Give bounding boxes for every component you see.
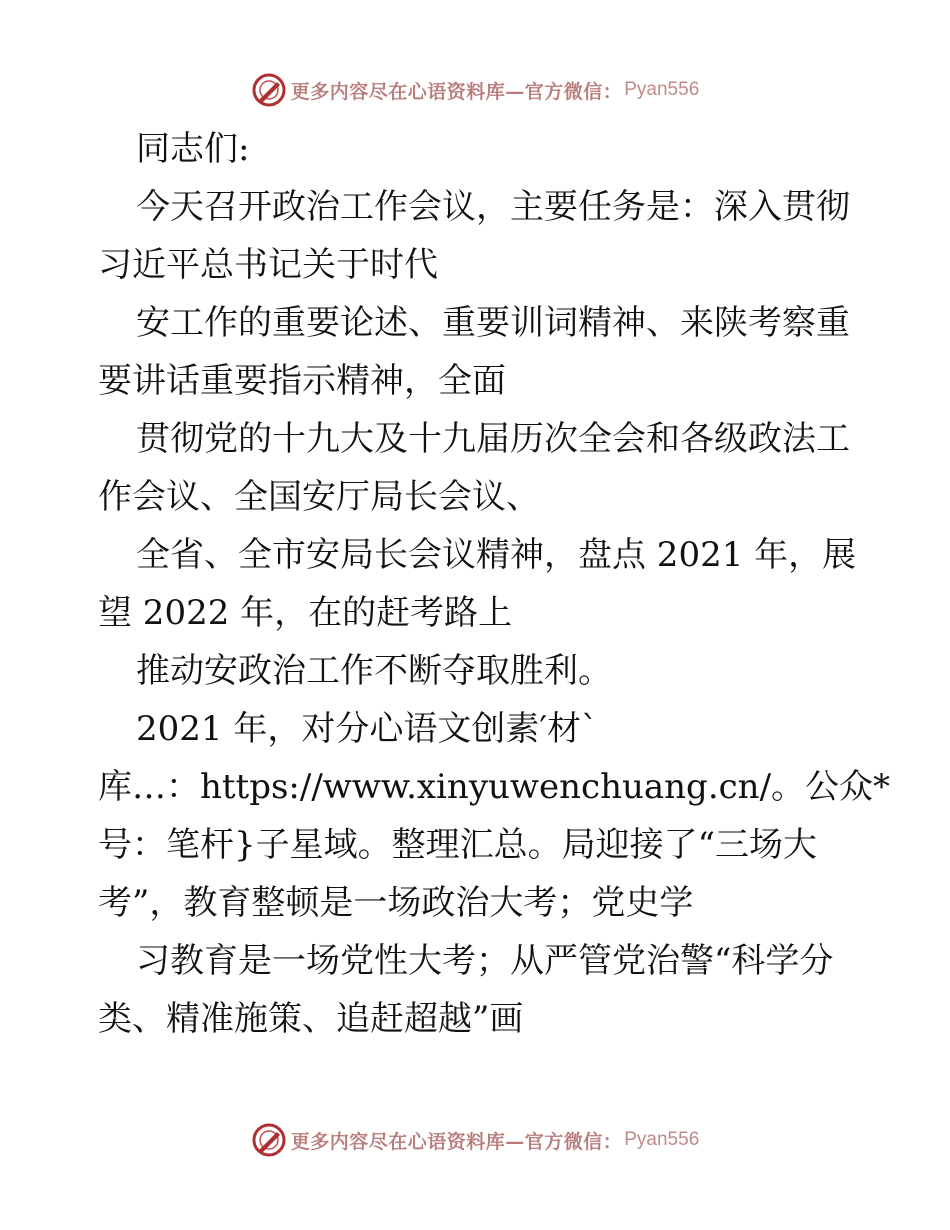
- watermark-wechat-id: Pyan556: [624, 1129, 700, 1150]
- text-line: 贯彻党的十九大及十九届历次全会和各级政法工: [136, 419, 850, 459]
- header-watermark: [0, 70, 950, 110]
- text-line: 安工作的重要论述、重要训词精神、来陕考察重: [136, 303, 850, 343]
- footer-watermark: [0, 1120, 950, 1160]
- text-line: 望 2022 年，在的赶考路上: [98, 593, 513, 633]
- text-line: 今天召开政治工作会议，主要任务是：深入贯彻: [136, 187, 850, 227]
- text-line: 推动安政治工作不断夺取胜利。: [136, 651, 612, 691]
- text-line: 考”，教育整顿是一场政治大考；党史学: [98, 883, 694, 923]
- pen-logo-icon: [251, 1122, 287, 1158]
- text-line: 号：笔杆}子星域。整理汇总。局迎接了“三场大: [98, 825, 818, 865]
- text-line: 习近平总书记关于时代: [98, 245, 438, 285]
- text-line: 库…：https://www.xinyuwenchuang.cn/。公众*: [98, 767, 891, 807]
- text-line: 习教育是一场党性大考；从严管党治警“科学分: [136, 941, 834, 981]
- text-line: 要讲话重要指示精神，全面: [98, 361, 506, 401]
- text-line: 作会议、全国安厅局长会议、: [98, 477, 540, 517]
- text-line: 2021 年，对分心语文创素′材`: [136, 709, 599, 749]
- pen-logo-icon: [251, 72, 287, 108]
- text-line: 同志们:: [136, 129, 250, 169]
- watermark-text: 更多内容尽在心语资料库—官方微信：: [290, 1130, 623, 1153]
- text-line: 类、精准施策、追赶超越”画: [98, 999, 524, 1039]
- document-body: [98, 120, 891, 1048]
- watermark-text: 更多内容尽在心语资料库—官方微信：: [290, 80, 623, 103]
- text-line: 全省、全市安局长会议精神，盘点 2021 年，展: [136, 535, 857, 575]
- watermark-wechat-id: Pyan556: [624, 79, 700, 100]
